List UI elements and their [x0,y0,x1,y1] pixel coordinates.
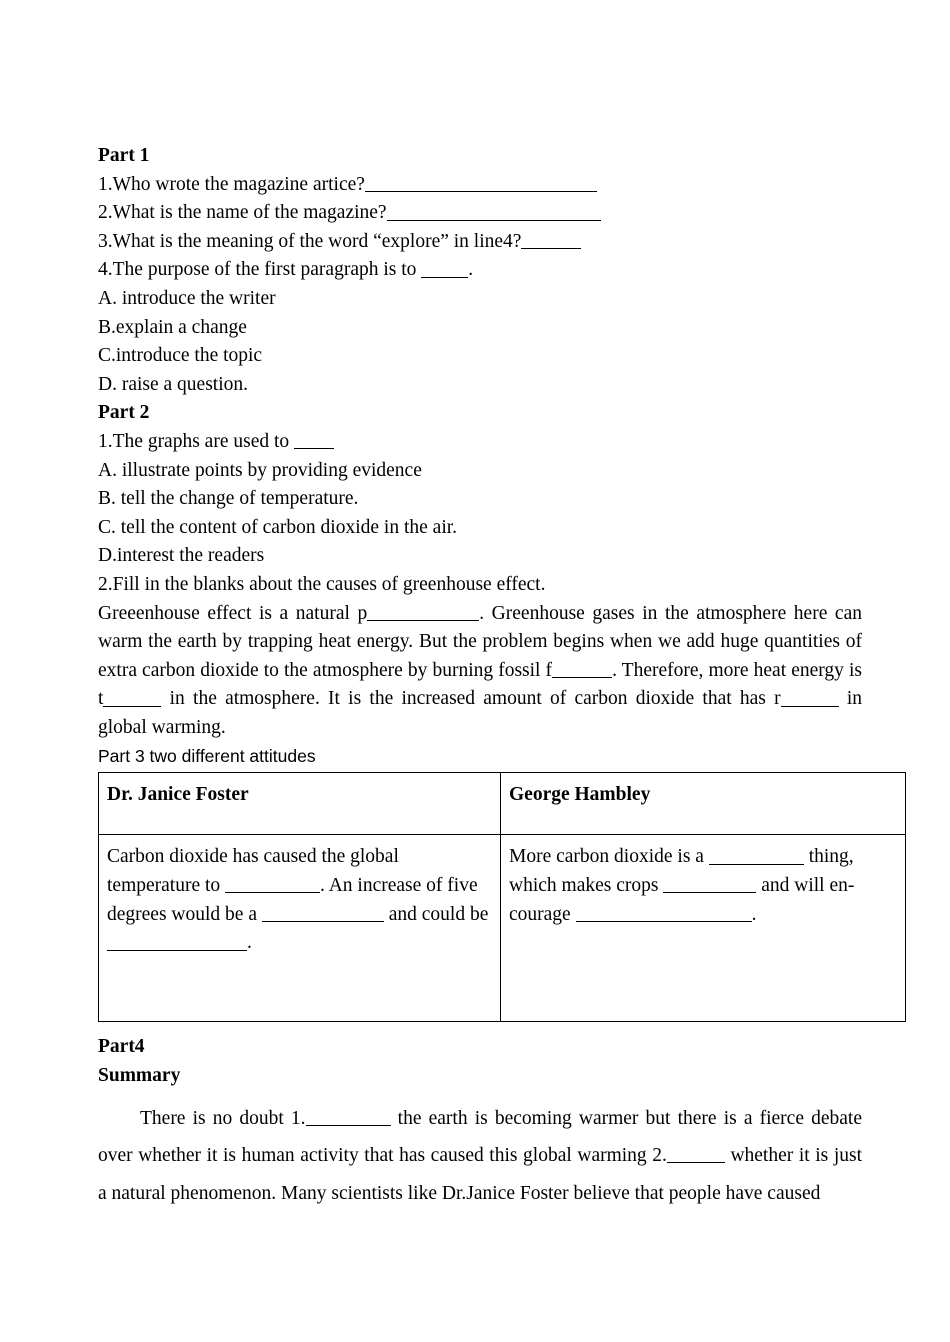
question-tail: . [468,259,474,281]
answer-blank[interactable] [365,172,597,192]
answer-blank[interactable] [294,430,334,450]
summary-segment: whether it is just a natural phenomenon. Many scientists like Dr.Janice Foster believe that people have caused [98,1145,862,1204]
table-header-foster: Dr. Janice Foster [99,773,501,835]
answer-blank[interactable] [781,687,839,707]
part2-question-1 [98,428,862,457]
cell-segment: Carbon dioxide has caused the global temperature to [107,846,399,897]
question-text: 3.What is the meaning of the word “explore” in line4? [98,230,522,252]
part1-question-3 [98,228,862,257]
part4-heading: Part4 [98,1036,145,1058]
paragraph-segment: in the atmosphere. It is the increased amount of carbon dioxide that has r [161,688,781,710]
answer-blank[interactable] [306,1106,391,1126]
paragraph-segment: Greeenhouse effect is a natural p [98,602,368,624]
part2-option-c[interactable]: C. tell the content of carbon dioxide in the air. [98,516,458,538]
summary-heading: Summary [98,1065,181,1087]
question-text: 1.Who wrote the magazine artice? [98,173,365,195]
part1-option-c[interactable]: C.introduce the topic [98,345,263,367]
question-text: 4.The purpose of the first paragraph is to [98,259,422,281]
document-body [98,142,862,1212]
summary-paragraph [98,1100,862,1213]
paragraph-segment: in global warming. [98,688,862,738]
part1-question-2 [98,199,862,228]
answer-blank[interactable] [107,931,247,951]
cell-segment: and will en-courage [509,875,855,925]
cell-segment: thing, which makes crops [509,846,854,897]
part2-heading: Part 2 [98,402,150,424]
cell-segment: . An increase of five degrees would be a [107,875,478,925]
part1-question-1 [98,171,862,200]
answer-blank[interactable] [421,258,468,278]
part3-caption: Part 3 two different attitudes [98,746,316,767]
answer-blank[interactable] [709,845,804,865]
part1-option-a[interactable]: A. introduce the writer [98,287,276,309]
answer-blank[interactable] [667,1144,725,1164]
answer-blank[interactable] [663,874,756,894]
answer-blank[interactable] [367,601,479,621]
part1-heading: Part 1 [98,145,150,166]
answer-blank[interactable] [262,902,384,922]
table-header-row [99,773,906,835]
answer-blank[interactable] [521,230,581,250]
table-cell-hambley [501,835,906,1022]
table-cell-foster [99,835,501,1022]
paragraph-segment: . Greenhouse gases in the atmosphere here can warm the earth by trapping heat energy. But the problem begins when we add huge quantities of extra carbon dioxide to the atmosphere by burning fossil f [98,602,862,681]
attitudes-table [98,772,906,1022]
cell-segment: More carbon dioxide is a [509,846,709,868]
part1-option-b[interactable]: B.explain a change [98,316,247,338]
question-text: 2.What is the name of the magazine? [98,202,387,224]
cell-segment: . [751,903,757,925]
greenhouse-cloze-paragraph [98,600,862,743]
answer-blank[interactable] [225,874,320,894]
part2-question-2: 2.Fill in the blanks about the causes of greenhouse effect. [98,573,546,595]
answer-blank[interactable] [103,687,161,707]
cell-segment: and could be [383,903,489,925]
cell-segment: . [247,932,252,954]
table-header-hambley: George Hambley [501,773,906,835]
paragraph-segment: . Therefore, more heat energy is t [98,659,862,710]
part2-option-b[interactable]: B. tell the change of temperature. [98,488,359,510]
part2-option-a[interactable]: A. illustrate points by providing evidence [98,459,422,481]
part2-option-d[interactable]: D.interest the readers [98,545,265,567]
table-row [99,835,906,1022]
part1-option-d[interactable]: D. raise a question. [98,373,249,395]
question-text: 1.The graphs are used to [98,430,295,452]
summary-segment: There is no doubt 1. [140,1107,306,1129]
answer-blank[interactable] [387,201,601,221]
summary-segment: the earth is becoming warmer but there is a fierce debate over whether it is human activity that has caused this global warming 2. [98,1107,862,1167]
answer-blank[interactable] [576,902,752,922]
answer-blank[interactable] [552,659,612,679]
part1-question-4 [98,256,862,285]
